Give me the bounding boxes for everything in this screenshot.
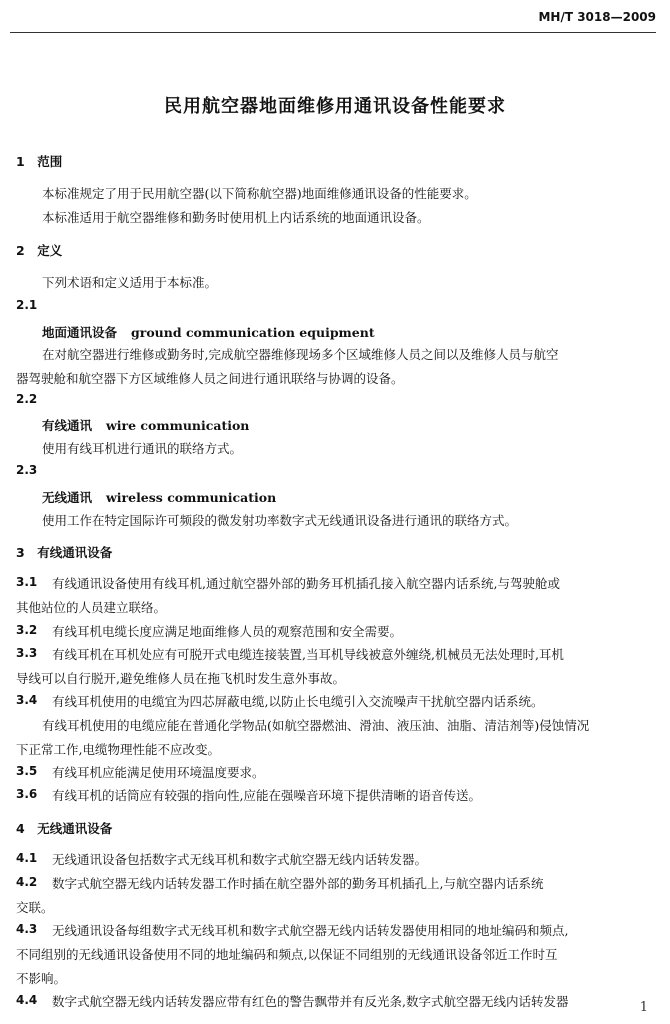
page-number: 1	[639, 1000, 648, 1015]
standard-code-header: MH/T 3018—2009	[538, 10, 656, 24]
clause-2-2-number: 2.2	[16, 392, 38, 406]
clause-4-1-line: 无线通讯设备包括数字式无线耳机和数字式航空器无线内话转发器。	[52, 852, 428, 867]
clause-2-1-line: 器驾驶舱和航空器下方区域维修人员之间进行通讯联络与协调的设备。	[16, 371, 404, 386]
section-2-intro: 下列术语和定义适用于本标准。	[42, 275, 218, 290]
clause-3-1-line: 有线通讯设备使用有线耳机,通过航空器外部的勤务耳机插孔接入航空器内话系统,与驾驶舱或	[52, 576, 560, 591]
clause-4-2-line: 数字式航空器无线内话转发器工作时插在航空器外部的勤务耳机插孔上,与航空器内话系统	[52, 876, 544, 891]
clause-3-4-paragraph-2: 下正常工作,电缆物理性能不应改变。	[16, 742, 220, 757]
section-1-paragraph-2: 本标准适用于航空器维修和勤务时使用机上内话系统的地面通讯设备。	[42, 210, 430, 225]
clause-3-3-line: 导线可以自行脱开,避免维修人员在拖飞机时发生意外事故。	[16, 671, 345, 686]
clause-4-3-number: 4.3	[16, 922, 38, 936]
clause-2-2-line: 使用有线耳机进行通讯的联络方式。	[42, 441, 243, 456]
term-english: wireless communication	[106, 490, 277, 505]
term-chinese: 地面通讯设备	[42, 325, 118, 340]
clause-4-2-line: 交联。	[16, 900, 54, 915]
clause-3-4-paragraph-2: 有线耳机使用的电缆应能在普通化学物品(如航空器燃油、滑油、液压油、油脂、清洁剂等)侵蚀情况	[42, 718, 590, 733]
section-1-heading: 1 范围	[16, 154, 63, 169]
clause-2-3-term	[42, 487, 276, 506]
section-3-heading: 3 有线通讯设备	[16, 545, 113, 560]
clause-2-1-line: 在对航空器进行维修或勤务时,完成航空器维修现场多个区域维修人员之间以及维修人员与航空	[42, 347, 559, 362]
clause-3-2-line: 有线耳机电缆长度应满足地面维修人员的观察范围和安全需要。	[52, 624, 403, 639]
clause-3-3-line: 有线耳机在耳机处应有可脱开式电缆连接装置,当耳机导线被意外缠绕,机械员无法处理时,耳机	[52, 647, 564, 662]
clause-3-1-number: 3.1	[16, 575, 38, 589]
clause-3-2-number: 3.2	[16, 623, 38, 637]
clause-2-2-term	[42, 415, 249, 434]
clause-4-3-line: 不同组别的无线通讯设备使用不同的地址编码和频点,以保证不同组别的无线通讯设备邻近工作时互	[16, 947, 558, 962]
clause-4-3-line: 不影响。	[16, 971, 67, 986]
clause-2-3-line: 使用工作在特定国际许可频段的微发射功率数字式无线通讯设备进行通讯的联络方式。	[42, 513, 518, 528]
clause-4-2-number: 4.2	[16, 875, 38, 889]
section-4-heading: 4 无线通讯设备	[16, 821, 113, 836]
clause-2-3-number: 2.3	[16, 463, 38, 477]
clause-3-1-line: 其他站位的人员建立联络。	[16, 600, 167, 615]
clause-4-4-line: 数字式航空器无线内话转发器应带有红色的警告飘带并有反光条,数字式航空器无线内话转发器	[52, 994, 569, 1009]
document-title: 民用航空器地面维修用通讯设备性能要求	[164, 96, 506, 117]
clause-3-6-number: 3.6	[16, 787, 38, 801]
clause-3-4-line: 有线耳机使用的电缆宜为四芯屏蔽电缆,以防止长电缆引入交流噪声干扰航空器内话系统。	[52, 694, 544, 709]
term-chinese: 有线通讯	[42, 418, 93, 433]
term-english: wire communication	[106, 418, 250, 433]
header-rule	[10, 32, 656, 33]
clause-2-1-term	[42, 322, 375, 341]
clause-3-5-line: 有线耳机应能满足使用环境温度要求。	[52, 765, 265, 780]
section-1-paragraph-1: 本标准规定了用于民用航空器(以下简称航空器)地面维修通讯设备的性能要求。	[42, 186, 477, 201]
clause-3-3-number: 3.3	[16, 646, 38, 660]
clause-4-4-number: 4.4	[16, 993, 38, 1007]
term-chinese: 无线通讯	[42, 490, 93, 505]
term-english: ground communication equipment	[131, 325, 375, 340]
clause-4-1-number: 4.1	[16, 851, 38, 865]
clause-3-6-line: 有线耳机的话筒应有较强的指向性,应能在强噪音环境下提供清晰的语音传送。	[52, 788, 481, 803]
section-2-heading: 2 定义	[16, 243, 63, 258]
clause-3-4-number: 3.4	[16, 693, 38, 707]
clause-3-5-number: 3.5	[16, 764, 38, 778]
clause-4-3-line: 无线通讯设备每组数字式无线耳机和数字式航空器无线内话转发器使用相同的地址编码和频点,	[52, 923, 569, 938]
clause-2-1-number: 2.1	[16, 298, 38, 312]
